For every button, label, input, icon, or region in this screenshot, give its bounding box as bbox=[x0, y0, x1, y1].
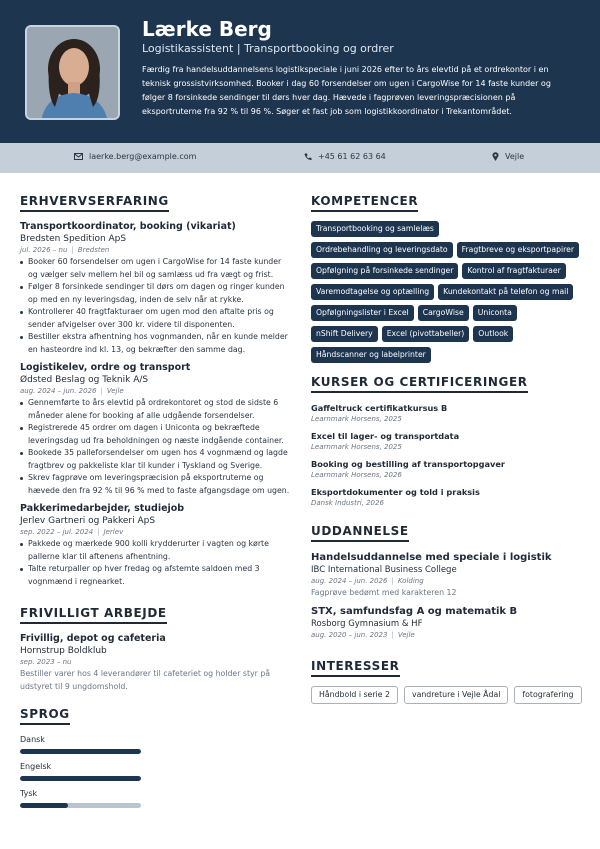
email-text: laerke.berg@example.com bbox=[89, 152, 197, 161]
education-meta: aug. 2024 – jun. 2026 | Kolding bbox=[311, 577, 424, 585]
job-entry bbox=[20, 362, 292, 497]
phone-icon bbox=[304, 153, 312, 161]
education-place: Kolding bbox=[397, 577, 424, 585]
job-company: Jerlev Gartneri og Pakkeri ApS bbox=[20, 516, 156, 526]
job-title: Pakkerimedarbejder, studiejob bbox=[20, 503, 185, 514]
job-bullet: Gennemførte to års elevtid på ordrekontoret og stod de sidste 6 måneder alene for booking af alle udgående forsendelser. bbox=[20, 397, 292, 422]
language-list bbox=[20, 734, 292, 808]
job-bullet: Følger 8 forsinkede sendinger til dørs om dagen og ringer kunden op med en ny leveringsdag, inden de selv når at rykke. bbox=[20, 281, 292, 306]
education-meta: aug. 2020 – jun. 2023 | Vejle bbox=[311, 631, 415, 639]
job-bullet: Booker 60 forsendelser om ugen i CargoWise for 14 faste kunder og vælger selv mellem hel bil og samlæss ud fra vægt og frist. bbox=[20, 256, 292, 281]
mail-icon bbox=[74, 153, 83, 160]
job-title: Logistikelev, ordre og transport bbox=[20, 362, 191, 373]
education-school: IBC International Business College bbox=[311, 565, 457, 575]
volunteer-date: sep. 2023 – nu bbox=[20, 658, 72, 666]
skill-chip: nShift Delivery bbox=[311, 326, 378, 342]
language-name: Dansk bbox=[20, 735, 45, 744]
section-title-languages: SPROG bbox=[20, 707, 70, 725]
skill-chip: Kontrol af fragtfakturaer bbox=[462, 263, 565, 279]
job-date: aug. 2024 – jun. 2026 bbox=[20, 387, 97, 395]
section-title-courses: KURSER OG CERTIFICERINGER bbox=[311, 375, 528, 393]
job-bullet: Bookede 35 palleforsendelser om ugen hos 4 vognmænd og lagde fragtbrev og pakkeliste klar til kunder i Tyskland og Sverige. bbox=[20, 447, 292, 472]
education-title: STX, samfundsfag A og matematik B bbox=[311, 606, 518, 617]
skill-chip: Outlook bbox=[473, 326, 513, 342]
interest-chip: Håndbold i serie 2 bbox=[311, 686, 398, 704]
education-school: Rosborg Gymnasium & HF bbox=[311, 619, 423, 629]
interest-chip: fotografering bbox=[514, 686, 581, 704]
job-place: Bredsten bbox=[77, 246, 110, 254]
location-text: Vejle bbox=[505, 152, 525, 161]
course-title: Booking og bestilling af transportopgaver bbox=[311, 459, 505, 469]
skill-chip: Fragtbreve og eksportpapirer bbox=[457, 242, 579, 258]
contact-email[interactable] bbox=[74, 152, 196, 161]
job-title: Transportkoordinator, booking (vikariat) bbox=[20, 221, 236, 232]
job-meta: sep. 2022 – jul. 2024 | Jerlev bbox=[20, 528, 124, 536]
candidate-name: Lærke Berg bbox=[142, 17, 272, 41]
job-meta: jul. 2026 – nu | Bredsten bbox=[20, 246, 110, 254]
skill-chip: Ordrebehandling og leveringsdato bbox=[311, 242, 453, 258]
skill-chip: Uniconta bbox=[473, 305, 517, 321]
course-meta: Learnmark Horsens, 2026 bbox=[311, 471, 402, 479]
section-title-experience: ERHVERVSERFARING bbox=[20, 194, 169, 212]
profile-summary: Færdig fra handelsuddannelsens logistikspeciale i juni 2026 efter to års elevtid på et ordrekontor i en teknisk grossistvirksomhed. Booker i dag 60 forsendelser om ugen i CargoWise for 14 faste kunder og følger 8 forsinkede sendinger til dørs hver dag. Hævede i fagprøven leveringspræcisionen på eksportruterne fra 92 % til 96 %. Søger et fast job som logistikkoordinator i Trekantområdet. bbox=[142, 65, 551, 116]
job-bullets bbox=[20, 397, 292, 497]
education-date: aug. 2020 – jun. 2023 bbox=[311, 631, 388, 639]
job-bullets bbox=[20, 256, 292, 356]
education-entry bbox=[311, 605, 583, 641]
education-date: aug. 2024 – jun. 2026 bbox=[311, 577, 388, 585]
contact-phone[interactable] bbox=[304, 152, 386, 161]
education-entry bbox=[311, 551, 583, 599]
education-place: Vejle bbox=[397, 631, 415, 639]
job-entry bbox=[20, 221, 292, 356]
language-item bbox=[20, 734, 292, 754]
skill-chip: Varemodtagelse og optælling bbox=[311, 284, 434, 300]
right-column bbox=[311, 190, 583, 704]
language-level-bar bbox=[20, 776, 141, 781]
job-bullet: Kontrollerer 40 fragtfakturaer om ugen mod den aftalte pris og sender afvigelser over 300 kr. videre til disponenten. bbox=[20, 306, 292, 331]
course-title: Gaffeltruck certifikatkursus B bbox=[311, 403, 448, 413]
job-meta: aug. 2024 – jun. 2026 | Vejle bbox=[20, 387, 124, 395]
skill-chip: Kundekontakt på telefon og mail bbox=[438, 284, 573, 300]
job-company: Bredsten Spedition ApS bbox=[20, 234, 127, 244]
course-meta: Dansk Industri, 2026 bbox=[311, 499, 384, 507]
skill-chip: Håndscanner og labelprinter bbox=[311, 347, 431, 363]
section-title-interests: INTERESSER bbox=[311, 659, 400, 677]
volunteer-entry bbox=[20, 633, 292, 693]
volunteer-org: Hornstrup Boldklub bbox=[20, 646, 107, 656]
job-entry bbox=[20, 503, 292, 588]
section-title-volunteer: FRIVILLIGT ARBEJDE bbox=[20, 606, 167, 624]
skill-chip: Transportbooking og samlelæs bbox=[311, 221, 439, 237]
job-bullet: Registrerede 45 ordrer om dagen i Uniconta og bekræftede leveringsdag ud fra beholdningen og næste indgående container. bbox=[20, 422, 292, 447]
language-level-fill bbox=[20, 776, 141, 781]
volunteer-title: Frivillig, depot og cafeteria bbox=[20, 633, 166, 644]
job-bullets bbox=[20, 538, 292, 588]
education-note: Fagprøve bedømt med karakteren 12 bbox=[311, 588, 457, 597]
skill-chip: Excel (pivottabeller) bbox=[382, 326, 470, 342]
job-bullet: Bestiller ekstra afhentning hos vognmanden, når en kunde melder en hasteordre ind kl. 13, og bekræfter den samme dag. bbox=[20, 331, 292, 356]
course-title: Excel til lager- og transportdata bbox=[311, 431, 460, 441]
job-company: Ødsted Beslag og Teknik A/S bbox=[20, 375, 149, 385]
language-level-bar bbox=[20, 749, 141, 754]
section-title-education: UDDANNELSE bbox=[311, 524, 409, 542]
job-place: Vejle bbox=[106, 387, 124, 395]
candidate-title: Logistikassistent | Transportbooking og ordrer bbox=[142, 42, 394, 55]
profile-photo bbox=[25, 25, 120, 120]
language-level-fill bbox=[20, 803, 68, 808]
location-pin-icon bbox=[492, 152, 499, 161]
language-name: Engelsk bbox=[20, 762, 52, 771]
contact-bar bbox=[0, 143, 600, 173]
job-date: jul. 2026 – nu bbox=[20, 246, 68, 254]
language-item bbox=[20, 761, 292, 781]
volunteer-text: Bestiller varer hos 4 leverandører til cafeteriet og holder styr på udstyret til 9 ungdomshold. bbox=[20, 669, 271, 691]
contact-location bbox=[492, 152, 524, 161]
language-level-fill bbox=[20, 749, 141, 754]
left-column bbox=[20, 190, 292, 815]
language-item bbox=[20, 788, 292, 808]
language-name: Tysk bbox=[20, 789, 38, 798]
job-bullet: Skrev fagprøve om leveringspræcision på eksportruterne og hævede den fra 92 % til 96 % med to faste afgangsdage om ugen. bbox=[20, 472, 292, 497]
resume-header bbox=[0, 0, 600, 143]
interest-chip: vandreture i Vejle Ådal bbox=[404, 686, 508, 704]
job-place: Jerlev bbox=[103, 528, 124, 536]
job-date: sep. 2022 – jul. 2024 bbox=[20, 528, 94, 536]
phone-text: +45 61 62 63 64 bbox=[318, 152, 386, 161]
job-bullet: Talte returpaller op hver fredag og afstemte saldoen med 3 vognmænd i regnearket. bbox=[20, 563, 292, 588]
courses-list bbox=[311, 402, 583, 508]
language-level-bar bbox=[20, 803, 141, 808]
skill-chip: Opfølgning på forsinkede sendinger bbox=[311, 263, 458, 279]
course-title: Eksportdokumenter og told i praksis bbox=[311, 487, 480, 497]
education-title: Handelsuddannelse med speciale i logistik bbox=[311, 552, 552, 563]
skill-chip: Opfølgningslister i Excel bbox=[311, 305, 414, 321]
skills-list bbox=[311, 221, 583, 363]
course-meta: Learnmark Horsens, 2025 bbox=[311, 443, 402, 451]
interests-list bbox=[311, 686, 583, 704]
section-title-skills: KOMPETENCER bbox=[311, 194, 418, 212]
course-meta: Learnmark Horsens, 2025 bbox=[311, 415, 402, 423]
job-bullet: Pakkede og mærkede 900 kolli krydderurter i vagten og kørte pallerne klar til aftenens afhentning. bbox=[20, 538, 292, 563]
skill-chip: CargoWise bbox=[418, 305, 469, 321]
